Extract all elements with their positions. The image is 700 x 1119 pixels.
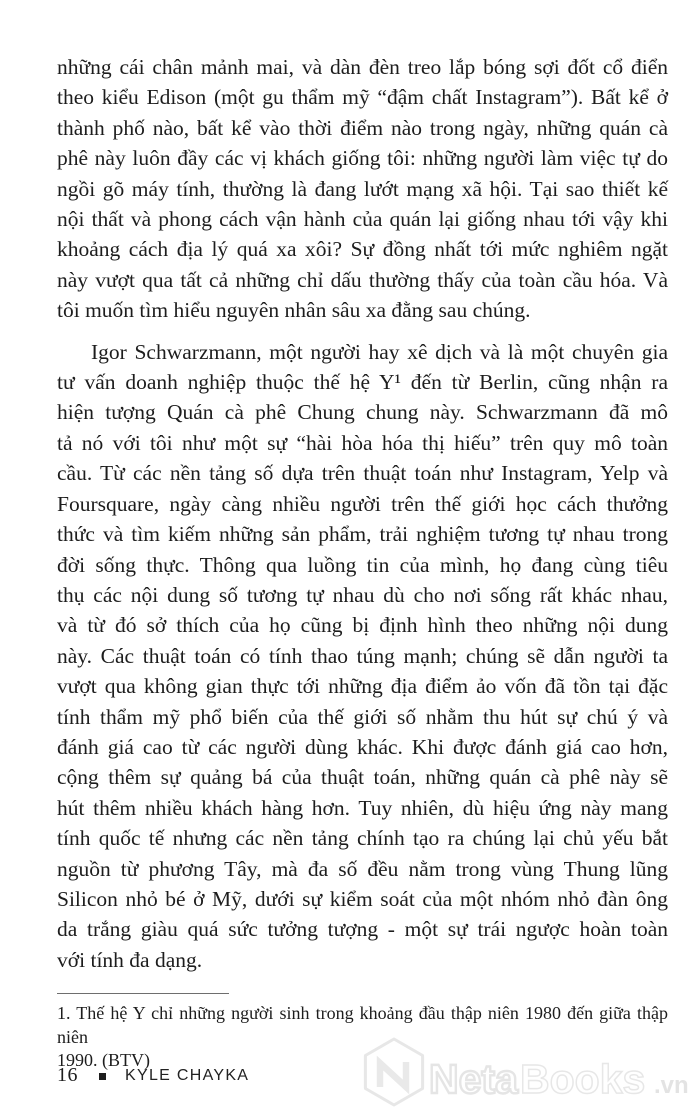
body-text xyxy=(57,52,668,975)
text-line: 1990. (BTV) xyxy=(57,1050,150,1070)
text-line: tính thẩm mỹ phổ biến của thế giới số nhằm thu hút sự chú ý và xyxy=(57,704,668,729)
paragraph xyxy=(57,52,668,326)
square-bullet-icon xyxy=(99,1073,106,1080)
text-line: vượt qua không gian thực tới những địa điểm ảo vốn đã tồn tại đặc xyxy=(57,674,668,699)
text-line: và từ đó sở thích của họ cũng bị định hình theo những nội dung xyxy=(57,613,668,638)
text-line: thành phố nào, bất kể vào thời điểm nào trong ngày, những quán cà xyxy=(57,115,668,140)
text-line: ngồi gõ máy tính, thường là đang lướt mạng xã hội. Tại sao thiết kế xyxy=(57,176,668,201)
watermark-neta-text: Neta xyxy=(429,1056,518,1102)
text-line: tôi muốn tìm hiểu nguyên nhân sâu xa đằng sau chúng. xyxy=(57,298,531,323)
text-line: với tính đa dạng. xyxy=(57,947,203,972)
page-number: 16 xyxy=(57,1064,78,1086)
text-line: theo kiểu Edison (một gu thẩm mỹ “đậm chất Instagram”). Bất kể ở xyxy=(57,85,668,110)
text-line: thức và tìm kiếm những sản phẩm, trải nghiệm tương tự nhau trong xyxy=(57,522,668,547)
netabooks-watermark xyxy=(356,1036,700,1112)
watermark-books-text: Books xyxy=(520,1056,646,1102)
text-line: Foursquare, ngày càng nhiều người trên thế giới học cách thưởng xyxy=(57,491,668,516)
text-line: cộng thêm sự quảng bá của thuật toán, những quán cà phê này sẽ xyxy=(57,765,668,790)
text-line: hút thêm nhiều khách hàng hơn. Tuy nhiên, dù hiệu ứng này mang xyxy=(57,795,668,820)
text-line: nguồn từ phương Tây, mà đa số đều nằm trong vùng Thung lũng xyxy=(57,856,668,881)
text-line: tính quốc tế nhưng các nền tảng chính tạo ra chúng lại chủ yếu bắt xyxy=(57,826,668,851)
logo-n-icon xyxy=(380,1062,406,1087)
watermark-vn-text: .vn xyxy=(654,1072,689,1099)
text-line: nội thất và phong cách vận hành của quán lại giống nhau tới vậy khi xyxy=(57,207,668,232)
text-line: này vượt qua tất cả những chỉ dấu thường thấy của toàn cầu hóa. Và xyxy=(57,267,668,292)
text-line: những cái chân mảnh mai, và dàn đèn treo lắp bóng sợi đốt cổ điển xyxy=(57,55,668,79)
text-line: Igor Schwarzmann, một người hay xê dịch và là một chuyên gia xyxy=(91,339,668,364)
text-line: da trắng giàu quá sức tưởng tượng - một sự trái ngược hoàn toàn xyxy=(57,917,668,942)
text-line: tư vấn doanh nghiệp thuộc thế hệ Y¹ đến từ Berlin, cũng nhận ra xyxy=(57,370,668,395)
text-line: phê này luôn đầy các vị khách giống tôi: những người làm việc tự do xyxy=(57,146,668,171)
text-line: 1. Thế hệ Y chỉ những người sinh trong khoảng đầu thập niên 1980 đến giữa thập niên xyxy=(57,1003,668,1047)
author-name: KYLE CHAYKA xyxy=(125,1066,250,1084)
footnote-divider xyxy=(57,993,229,994)
text-line: cầu. Từ các nền tảng số dựa trên thuật toán như Instagram, Yelp và xyxy=(57,461,668,486)
text-line: tả nó với tôi như một sự “hài hòa hóa thị hiếu” trên quy mô toàn xyxy=(57,430,668,455)
page-footer xyxy=(57,1064,249,1087)
text-line: thụ các nội dung số tương tự nhau dù cho nơi sống rất khác nhau, xyxy=(57,582,668,607)
text-line: đánh giá cao từ các người dùng khác. Khi được đánh giá cao hơn, xyxy=(57,734,668,759)
text-line: khoảng cách địa lý quá xa xôi? Sự đồng nhất tới mức nghiêm ngặt xyxy=(57,237,668,262)
paragraph xyxy=(57,337,668,976)
text-line: Silicon nhỏ bé ở Mỹ, dưới sự kiểm soát của một nhóm nhỏ đàn ông xyxy=(57,886,668,911)
text-line: này. Các thuật toán có tính thao túng mạnh; chúng sẽ dẫn người ta xyxy=(57,643,668,668)
text-line: hiện tượng Quán cà phê Chung chung này. Schwarzmann đã mô xyxy=(57,400,668,425)
text-line: đời sống thực. Thông qua luồng tin của mình, họ đang cùng tiêu xyxy=(57,552,668,577)
